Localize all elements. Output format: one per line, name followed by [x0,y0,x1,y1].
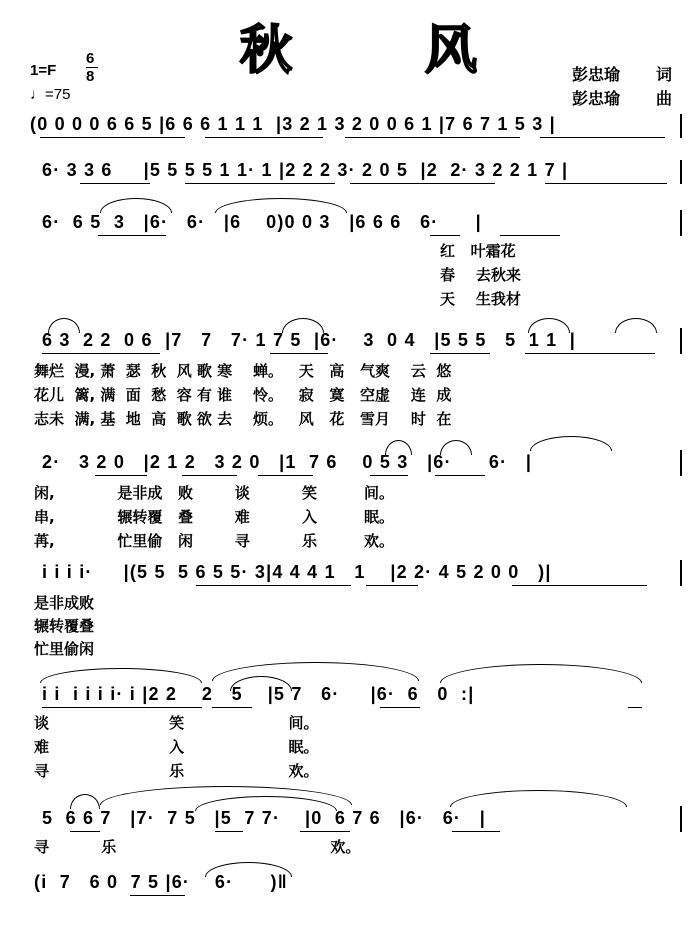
lyric-line-2: 难 入 眠。 [34,738,319,756]
title-char-2: 风 [425,20,478,81]
beam-line [435,475,485,476]
notation-system-6: i i i i· |(5 5 5 6 5 5· 3|4 4 4 1 1 |2 2· 4 5 2 0 0 )| [42,562,552,582]
lyric-line-3: 忙里偷闲 [34,640,95,658]
notation-system-4: 6 3 2 2 0 6 |7 7 7· 1 7 5 |6· 3 0 4 |5 5 5 5 1 1 | [42,330,577,350]
beam-line [40,137,185,138]
lyric-line-1: 寻 乐 欢。 [34,838,361,856]
slur-arc [100,198,172,213]
slur-arc [215,198,347,213]
notation-system-8: 5 6 6 7 |7· 7 5 |5 7 7· |0 6 7 6 |6· 6· | [42,808,486,828]
tempo-marking: ♩=75 [30,86,71,103]
beam-line [42,707,202,708]
lyricist-name: 彭忠瑜 [572,65,621,84]
beam-line [258,475,313,476]
beam-line [380,707,420,708]
slur-arc [40,668,202,683]
beam-line [540,137,665,138]
lyric-line-1: 闲, 是非成 败 谈 笑 间。 [34,484,395,502]
beam-line [212,707,252,708]
barline [680,160,682,184]
time-sig-denominator: 8 [86,68,95,85]
beam-line [430,353,490,354]
beam-line [42,353,160,354]
beam-line [500,235,560,236]
notation-system-5: 2· 3 2 0 |2 1 2 3 2 0 |1 7 6 0 5 3 |6· 6· | [42,452,533,472]
beam-line [270,353,328,354]
beam-line [185,183,335,184]
lyric-line-3: 寻 乐 欢。 [34,762,319,780]
lyric-line-2: 串, 辗转覆 叠 难 入 眠。 [34,508,395,526]
lyric-line-2: 春 去秋来 [440,266,521,284]
barline [680,210,682,236]
beam-line [628,707,642,708]
beam-line [366,585,418,586]
slur-arc [450,790,627,807]
beam-line [130,895,185,896]
notation-system-2: 6· 3 3 6 |5 5 5 5 1 1· 1 |2 2 2 3· 2 0 5 |2 2· 3 2 2 1 7 | [42,160,569,180]
barline [680,450,682,476]
beam-line [300,831,350,832]
lyric-line-1: 谈 笑 间。 [34,714,319,732]
beam-line [205,137,323,138]
lyricist-role: 词 [656,65,673,84]
beam-line [70,831,100,832]
slur-arc [440,664,642,683]
lyric-line-3: 天 生我材 [440,290,521,308]
lyric-line-2: 辗转覆叠 [34,617,95,635]
slur-arc [70,794,100,809]
key-signature: 1=F [30,62,57,79]
beam-line [430,235,460,236]
lyric-line-1: 是非成败 [34,594,95,612]
beam-line [215,831,243,832]
time-sig-numerator: 6 [86,50,95,67]
slur-arc [615,318,657,333]
composer-name: 彭忠瑜 [572,89,621,108]
beam-line [80,183,150,184]
beam-line [525,353,655,354]
beam-line [345,137,520,138]
barline [680,560,682,586]
beam-line [196,585,351,586]
lyric-line-3: 志未 满, 基 地 高 歌 欲 去 烦。 风 花 雪月 时 在 [34,410,452,428]
beam-line [370,475,408,476]
slur-arc [530,436,612,451]
lyric-line-2: 花儿 篱, 满 面 愁 容 有 谁 怜。 寂 寞 空虚 连 成 [34,386,452,404]
beam-line [512,585,647,586]
beam-line [452,831,500,832]
notation-system-1: (0 0 0 0 6 6 5 |6 6 6 1 1 1 |3 2 1 3 2 0 0 6 1 |7 6 7 1 5 3 | [30,114,556,134]
notation-system-7: i i i i i i· i |2 2 2 5 |5 7 6· |6· 6 0 :| [42,684,475,704]
beam-line [350,183,495,184]
beam-line [98,235,166,236]
beam-line [95,475,147,476]
barline [680,114,682,138]
lyric-line-1: 红 叶霜花 [440,242,516,260]
notation-system-9: (i 7 6 0 7 5 |6· 6· )‖ [34,872,288,892]
beam-line [182,475,237,476]
composer-role: 曲 [656,89,673,108]
barline [680,806,682,832]
beam-line [545,183,667,184]
barline [680,328,682,354]
lyric-line-1: 舞烂 漫, 萧 瑟 秋 风 歌 寒 蝉。 天 高 气爽 云 悠 [34,362,452,380]
notation-system-3: 6· 6 5 3 |6· 6· |6 0)0 0 3 |6 6 6 6· | [42,212,482,232]
title-char-1: 秋 [240,20,293,81]
lyric-line-3: 苒, 忙里偷 闲 寻 乐 欢。 [34,532,395,550]
